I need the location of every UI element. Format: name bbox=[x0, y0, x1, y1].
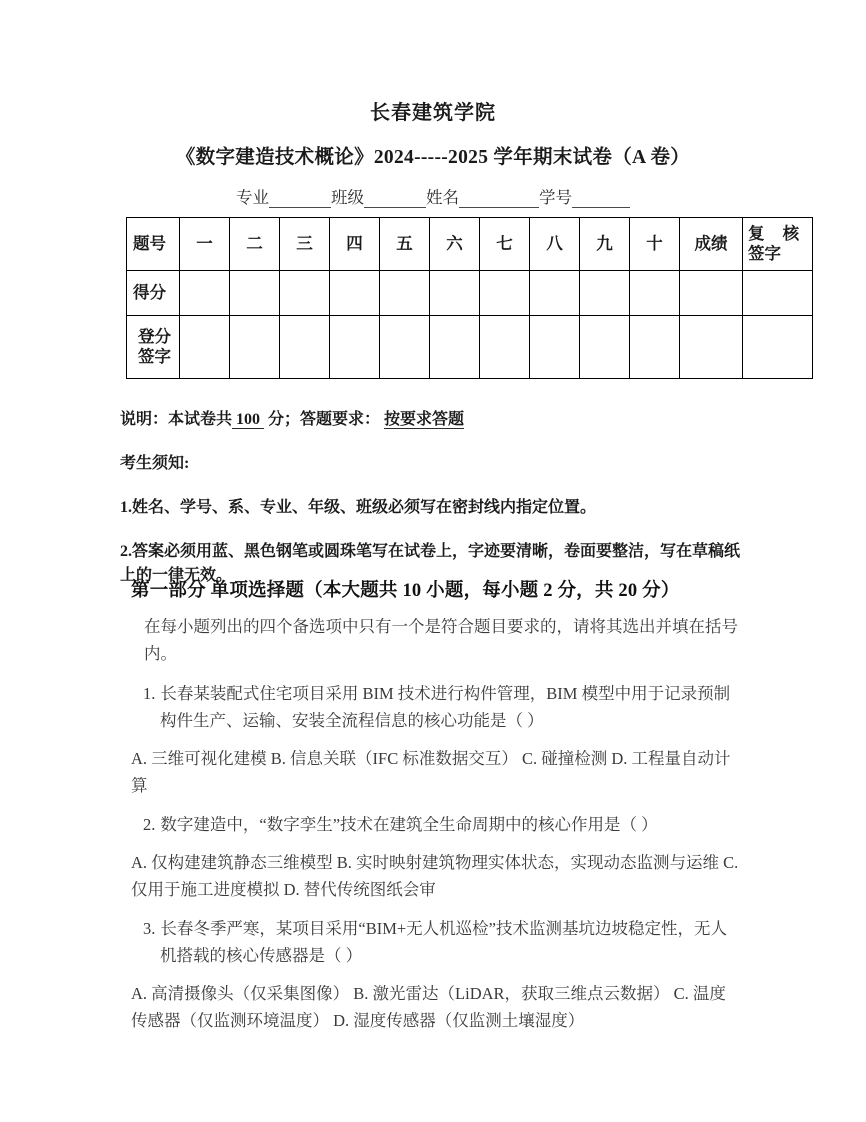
col-header-4: 四 bbox=[330, 218, 380, 271]
answer-requirement-value: 按要求答题 bbox=[384, 411, 465, 428]
class-input[interactable] bbox=[364, 190, 426, 208]
instruction-mid: 分；答题要求： bbox=[268, 411, 381, 428]
exam-notes bbox=[120, 408, 750, 602]
col-header-review-sign bbox=[743, 218, 813, 271]
score-cell-7[interactable] bbox=[480, 271, 530, 316]
total-points-value: 100 bbox=[232, 411, 264, 429]
section-heading-part-one: 第一部分 单项选择题（本大题共 10 小题，每小题 2 分，共 20 分） bbox=[131, 581, 680, 601]
row-label-question-no: 题号 bbox=[127, 218, 180, 271]
record-sign-cell-5[interactable] bbox=[380, 316, 430, 379]
score-cell-5[interactable] bbox=[380, 271, 430, 316]
record-sign-line2: 签字 bbox=[138, 347, 171, 366]
class-label: 班级 bbox=[331, 188, 364, 207]
table-row-question-no bbox=[127, 218, 813, 271]
question-2-text: 数字建造中，“数字孪生”技术在建筑全生命周期中的核心作用是（ ） bbox=[160, 815, 658, 835]
col-header-1: 一 bbox=[180, 218, 230, 271]
col-header-2: 二 bbox=[230, 218, 280, 271]
questions-body bbox=[131, 614, 742, 1047]
score-cell-8[interactable] bbox=[530, 271, 580, 316]
score-cell-6[interactable] bbox=[430, 271, 480, 316]
record-sign-cell-10[interactable] bbox=[630, 316, 680, 379]
question-3 bbox=[131, 916, 742, 969]
col-header-total: 成绩 bbox=[680, 218, 743, 271]
section-intro: 在每小题列出的四个备选项中只有一个是符合题目要求的，请将其选出并填在括号内。 bbox=[144, 617, 738, 663]
col-header-9: 九 bbox=[580, 218, 630, 271]
question-1-text: 长春某装配式住宅项目采用 BIM 技术进行构件管理，BIM 模型中用于记录预制构件生产、运输、安装全流程信息的核心功能是（ ） bbox=[160, 684, 731, 731]
question-3-text: 长春冬季严寒，某项目采用“BIM+无人机巡检”技术监测基坑边坡稳定性，无人机搭载的核心传感器是（ ） bbox=[160, 919, 727, 966]
row-label-score: 得分 bbox=[127, 271, 180, 316]
major-input[interactable] bbox=[269, 190, 331, 208]
col-header-8: 八 bbox=[530, 218, 580, 271]
notice-item-2: 2.答案必须用蓝、黑色钢笔或圆珠笔写在试卷上，字迹要清晰，卷面要整洁，写在草稿纸上的一律无效。 bbox=[120, 543, 741, 584]
notice-item-1: 1.姓名、学号、系、专业、年级、班级必须写在密封线内指定位置。 bbox=[120, 499, 597, 516]
col-header-5: 五 bbox=[380, 218, 430, 271]
score-cell-2[interactable] bbox=[230, 271, 280, 316]
question-2-options: A. 仅构建建筑静态三维模型 B. 实时映射建筑物理实体状态，实现动态监测与运维 C. 仅用于施工进度模拟 D. 替代传统图纸会审 bbox=[131, 853, 739, 899]
record-sign-cell-6[interactable] bbox=[430, 316, 480, 379]
student-info-line bbox=[0, 184, 866, 208]
score-cell-4[interactable] bbox=[330, 271, 380, 316]
major-label: 专业 bbox=[236, 188, 269, 207]
instruction-line bbox=[120, 408, 750, 432]
instruction-prefix: 说明：本试卷共 bbox=[120, 411, 233, 428]
score-cell-9[interactable] bbox=[580, 271, 630, 316]
question-3-number: 3. bbox=[143, 919, 156, 939]
review-sign-line2: 签字 bbox=[748, 244, 781, 263]
student-no-input[interactable] bbox=[572, 190, 630, 208]
notice-title: 考生须知: bbox=[120, 455, 190, 472]
question-2 bbox=[131, 812, 742, 839]
score-cell-10[interactable] bbox=[630, 271, 680, 316]
col-header-6: 六 bbox=[430, 218, 480, 271]
question-1-number: 1. bbox=[143, 684, 156, 704]
review-sign-line1: 复 核 bbox=[748, 224, 807, 244]
question-1 bbox=[131, 681, 742, 734]
record-sign-cell-review[interactable] bbox=[743, 316, 813, 379]
question-1-options: A. 三维可视化建模 B. 信息关联（IFC 标准数据交互） C. 碰撞检测 D. 工程量自动计算 bbox=[131, 748, 731, 795]
name-input[interactable] bbox=[459, 190, 539, 208]
record-sign-cell-2[interactable] bbox=[230, 316, 280, 379]
col-header-10: 十 bbox=[630, 218, 680, 271]
record-sign-cell-1[interactable] bbox=[180, 316, 230, 379]
score-cell-3[interactable] bbox=[280, 271, 330, 316]
score-table bbox=[126, 217, 813, 379]
record-sign-cell-3[interactable] bbox=[280, 316, 330, 379]
record-sign-line1: 登分 bbox=[138, 327, 171, 347]
school-name: 长春建筑学院 bbox=[370, 102, 496, 124]
table-row-record-sign bbox=[127, 316, 813, 379]
record-sign-cell-total[interactable] bbox=[680, 316, 743, 379]
record-sign-cell-8[interactable] bbox=[530, 316, 580, 379]
record-sign-cell-9[interactable] bbox=[580, 316, 630, 379]
question-3-options: A. 高清摄像头（仅采集图像） B. 激光雷达（LiDAR，获取三维点云数据） C. 温度传感器（仅监测环境温度） D. 湿度传感器（仅监测土壤湿度） bbox=[131, 983, 726, 1030]
col-header-3: 三 bbox=[280, 218, 330, 271]
row-label-record-sign bbox=[127, 316, 180, 379]
col-header-7: 七 bbox=[480, 218, 530, 271]
score-cell-1[interactable] bbox=[180, 271, 230, 316]
score-cell-total[interactable] bbox=[680, 271, 743, 316]
score-cell-review-sign[interactable] bbox=[743, 271, 813, 316]
student-no-label: 学号 bbox=[539, 188, 572, 207]
record-sign-cell-4[interactable] bbox=[330, 316, 380, 379]
question-2-number: 2. bbox=[143, 815, 156, 835]
table-row-score bbox=[127, 271, 813, 316]
page-title: 《数字建造技术概论》2024-----2025 学年期末试卷（A 卷） bbox=[175, 147, 691, 168]
name-label: 姓名 bbox=[426, 188, 459, 207]
record-sign-cell-7[interactable] bbox=[480, 316, 530, 379]
